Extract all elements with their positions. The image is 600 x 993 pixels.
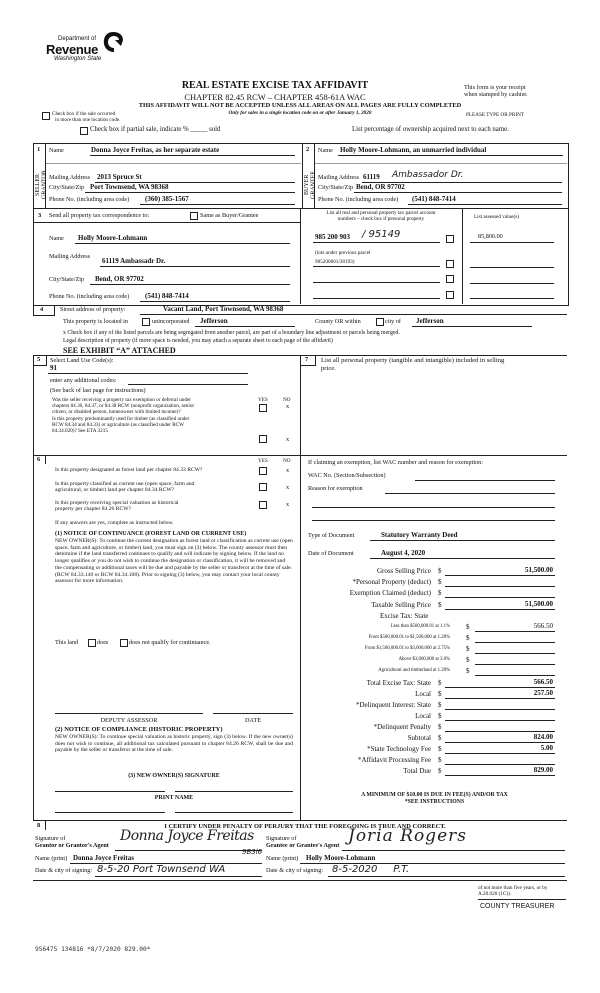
wac-label: WAC No. (Section/Subsection) bbox=[308, 472, 386, 479]
buyer-city[interactable]: Bend, OR 97702 bbox=[356, 183, 405, 191]
reason-field[interactable] bbox=[385, 493, 555, 494]
currency-symbol: $ bbox=[438, 745, 442, 753]
seller-side-label bbox=[35, 165, 48, 205]
grantor-sig-label-2: Grantor or Grantor's Agent bbox=[35, 842, 109, 849]
parcel-2-number[interactable]: 985200601/38193) bbox=[315, 259, 355, 265]
total-state-label: Total Excise Tax: State bbox=[366, 679, 431, 687]
personal-property-deduct-label: *Personal Property (deduct) bbox=[352, 578, 431, 586]
county-treasurer-label: COUNTY TREASURER bbox=[480, 903, 555, 910]
section-1-number: 1 bbox=[37, 146, 41, 153]
currency-symbol: $ bbox=[466, 667, 470, 675]
q-historic-yes-checkbox[interactable] bbox=[259, 501, 267, 509]
section-4-num-box bbox=[33, 305, 55, 316]
please-type-note: PLEASE TYPE OR PRINT bbox=[466, 112, 524, 118]
currency-symbol: $ bbox=[466, 656, 470, 664]
q-timber-no-mark[interactable]: x bbox=[286, 436, 290, 443]
agency-line1: Department of bbox=[58, 36, 97, 42]
multi-location-label-2: in more than one location code. bbox=[55, 117, 121, 123]
bracket-5-label: Agricultural and timberland at 1.28% bbox=[378, 668, 450, 673]
q-forest: Is this property designated as forest land per chapter 84.33 RCW? bbox=[55, 467, 203, 473]
bracket-2-label: From $500,000.01 to $1,500,000 at 1.28% bbox=[368, 635, 450, 640]
q-exemption-yes-checkbox[interactable] bbox=[259, 404, 267, 412]
section-4-number: 4 bbox=[40, 306, 44, 313]
unincorporated-label: unincorporated bbox=[152, 318, 190, 325]
notice-continuance-title: (1) NOTICE OF CONTINUANCE (FOREST LAND OR CURRENT USE) bbox=[55, 531, 247, 537]
certify-statement: I CERTIFY UNDER PENALTY OF PERJURY THAT THE FOREGOING IS TRUE AND CORRECT. bbox=[164, 823, 446, 830]
seller-phone[interactable]: (360) 385-1567 bbox=[145, 195, 189, 203]
grantee-name-label: Name (print) bbox=[266, 855, 299, 862]
grantor-name[interactable]: Donna Joyce Freitas bbox=[73, 854, 134, 862]
section-5-number: 5 bbox=[37, 356, 41, 363]
land-use-no-header: NO bbox=[283, 397, 291, 403]
parcel-1-number[interactable]: 985 200 903 bbox=[315, 233, 350, 241]
q-current-use-2: agricultural, or timber) land per chapter 84.34 RCW? bbox=[55, 487, 175, 493]
city-of-label: city of bbox=[385, 318, 401, 325]
correspondence-label: Send all property tax correspondence to: bbox=[49, 212, 150, 219]
currency-symbol: $ bbox=[438, 767, 442, 775]
grantee-sig-label-1: Signature of bbox=[266, 835, 297, 842]
perjury-fragment-1: of not more than five years, or by bbox=[478, 885, 548, 891]
subtotal-value[interactable]: 824.00 bbox=[533, 733, 553, 741]
parcels-header-2: numbers – check box if personal property bbox=[337, 216, 425, 222]
q-exemption-no-mark[interactable]: x bbox=[286, 403, 290, 410]
cashier-stamp: 956475 134816 *8/7/2020 829.00* bbox=[35, 946, 151, 953]
grantee-sig-label-2: Grantee or Grantee's Agent bbox=[266, 842, 340, 849]
multi-location-checkbox[interactable] bbox=[42, 112, 50, 120]
partial-sale-label: Check box if partial sale, indicate % _____ sold bbox=[90, 126, 221, 133]
parcel-1-value[interactable]: 85,800.00 bbox=[478, 233, 503, 240]
doc-date[interactable]: August 4, 2020 bbox=[381, 549, 426, 557]
s6-yes-header: YES bbox=[258, 458, 268, 464]
receipt-note-1: This form is your receipt bbox=[464, 84, 526, 91]
see-back-note: (See back of last page for instructions) bbox=[50, 387, 146, 394]
receipt-note-2: when stamped by cashier. bbox=[464, 91, 528, 98]
see-instructions-note: *SEE INSTRUCTIONS bbox=[404, 799, 465, 805]
grantee-name[interactable]: Holly Moore-Lohmann bbox=[306, 854, 376, 862]
currency-symbol: $ bbox=[438, 701, 442, 709]
grantor-signature[interactable]: Donna Joyce Freitas bbox=[120, 828, 254, 844]
currency-symbol: $ bbox=[438, 734, 442, 742]
personal-property-label-1: List all personal property (tangible and intangible) included in selling bbox=[321, 357, 505, 364]
assessor-date-label: DATE bbox=[244, 717, 262, 724]
q-current-use-yes-checkbox[interactable] bbox=[259, 483, 267, 491]
seller-city-label: City/State/Zip bbox=[49, 184, 85, 191]
grantor-sig-label-1: Signature of bbox=[35, 835, 66, 842]
q-exemption-2: chapters 84.36, 84.37, or 84.38 RCW (nonprofit organization, senior bbox=[52, 403, 195, 409]
seller-phone-label: Phone No. (including area code) bbox=[49, 196, 130, 203]
q-timber-1: Is this property predominantly used for timber (as classified under bbox=[52, 416, 190, 422]
only-for-note: Only for sales in a single location code on or after January 1, 2020 bbox=[228, 110, 372, 116]
bracket-4-label: Above $3,000,000 at 3.0% bbox=[398, 657, 450, 662]
corr-address-label: Mailing Address bbox=[49, 253, 91, 260]
subtotal-label: Subtotal bbox=[407, 734, 431, 742]
q-timber-2: RCW 84.34 and 84.33) or agriculture (as classified under RCW bbox=[52, 422, 185, 428]
bracket-3-label: From $1,500,000.01 to $3,000,000 at 2.75% bbox=[364, 646, 450, 651]
grantor-name-label: Name (print) bbox=[35, 855, 68, 862]
dor-logo bbox=[44, 30, 134, 70]
currency-symbol: $ bbox=[438, 712, 442, 720]
form-chapters: CHAPTER 82.45 RCW – CHAPTER 458-61A WAC bbox=[184, 92, 366, 102]
form-warning: THIS AFFIDAVIT WILL NOT BE ACCEPTED UNLESS ALL AREAS ON ALL PAGES ARE FULLY COMPLETED bbox=[138, 102, 462, 109]
seller-label: SELLER bbox=[35, 174, 41, 196]
buyer-name-label: Name bbox=[318, 147, 333, 154]
seller-name[interactable]: Donna Joyce Freitas, as her separate estate bbox=[91, 146, 220, 154]
deputy-assessor-label: DEPUTY ASSESSOR bbox=[100, 717, 158, 724]
exemption-label: If claiming an exemption, list WAC number and reason for exemption: bbox=[308, 459, 483, 466]
seller-address[interactable]: 2013 Spruce St bbox=[97, 173, 142, 181]
agency-line3: Washington State bbox=[54, 56, 102, 62]
total-due-value[interactable]: 829.00 bbox=[533, 766, 553, 774]
q-timber-3: 84.34.020)? See ETA 3215 bbox=[52, 428, 108, 434]
minimum-note: A MINIMUM OF $10.00 IS DUE IN FEE(S) AND/OR TAX bbox=[361, 792, 508, 798]
grantee-label: GRANTEE bbox=[310, 171, 317, 199]
partial-sale-checkbox[interactable] bbox=[80, 127, 88, 135]
s6-no-header: NO bbox=[283, 458, 291, 464]
within-city-checkbox[interactable] bbox=[376, 318, 384, 326]
buyer-label: BUYER bbox=[304, 174, 310, 196]
grantor-date-label: Date & city of signing: bbox=[35, 867, 93, 874]
total-due-label: Total Due bbox=[403, 767, 431, 775]
currency-symbol: $ bbox=[438, 723, 442, 731]
taxable-price-value[interactable]: 51,500.00 bbox=[525, 600, 553, 608]
agency-line2: Revenue bbox=[46, 42, 99, 57]
land-use-yes-header: YES bbox=[258, 397, 268, 403]
corr-city-label: City/State/Zip bbox=[49, 276, 85, 283]
section-2-number: 2 bbox=[306, 146, 310, 153]
buyer-phone[interactable]: (541) 848-7414 bbox=[412, 195, 456, 203]
corr-name[interactable]: Holly Moore-Lohmann bbox=[78, 234, 148, 242]
legal-description[interactable]: SEE EXHIBIT “A” ATTACHED bbox=[63, 346, 176, 355]
this-land-label: This land bbox=[55, 639, 79, 646]
delinquent-penalty-label: *Delinquent Penalty bbox=[373, 723, 431, 731]
does-qualify-checkbox[interactable] bbox=[88, 639, 96, 647]
property-city[interactable]: Jefferson bbox=[416, 317, 444, 325]
total-local-value[interactable]: 257.50 bbox=[533, 689, 553, 697]
q-historic-1: Is this property receiving special valuation as historical bbox=[55, 500, 179, 506]
doc-type-label: Type of Document bbox=[308, 532, 355, 539]
buyer-name[interactable]: Holly Moore-Lohmann, an unmarried individual bbox=[340, 146, 487, 154]
street-label: Street address of property: bbox=[60, 306, 126, 313]
bracket-1-value[interactable]: 566.50 bbox=[533, 622, 553, 630]
parcel-4-personal-checkbox[interactable] bbox=[446, 291, 454, 299]
gross-price-label: Gross Selling Price bbox=[376, 567, 431, 575]
same-as-buyer-label: Same as Buyer/Grantee bbox=[200, 212, 259, 219]
property-street[interactable]: Vacant Land, Port Townsend, WA 98368 bbox=[163, 305, 284, 313]
total-state-value[interactable]: 566.50 bbox=[533, 678, 553, 686]
multi-location-label-1: Check box if the sale occurred bbox=[52, 111, 116, 117]
county-or-label: County OR within bbox=[315, 318, 361, 325]
grantor-sig-note: 9B3l6 bbox=[242, 848, 263, 856]
grantor-date[interactable]: 8-5-20 Port Townsend WA bbox=[97, 864, 226, 875]
q-forest-yes-checkbox[interactable] bbox=[259, 467, 267, 475]
currency-symbol: $ bbox=[438, 756, 442, 764]
form-title: REAL ESTATE EXCISE TAX AFFIDAVIT bbox=[181, 80, 369, 91]
parcel-1-personal-checkbox[interactable] bbox=[446, 235, 454, 243]
currency-symbol: $ bbox=[438, 589, 442, 597]
section-7-number: 7 bbox=[305, 356, 309, 363]
seller-city[interactable]: Port Townsend, WA 98368 bbox=[90, 183, 169, 191]
currency-symbol: $ bbox=[438, 601, 442, 609]
corr-address[interactable]: 61119 Ambassadr Dr. bbox=[102, 257, 166, 265]
exemption-claimed-label: Exemption Claimed (deduct) bbox=[349, 589, 431, 597]
excise-tax-state-label: Excise Tax: State bbox=[380, 612, 429, 620]
dor-swirl-icon bbox=[102, 30, 124, 54]
seller-name-label: Name bbox=[49, 147, 64, 154]
new-owner-signature-label: (3) NEW OWNER(S) SIGNATURE bbox=[128, 773, 220, 779]
unincorporated-checkbox[interactable] bbox=[142, 318, 150, 326]
land-use-code[interactable]: 91 bbox=[50, 364, 57, 372]
grantee-date-label: Date & city of signing: bbox=[266, 867, 324, 874]
tech-fee-value[interactable]: 5.00 bbox=[540, 744, 553, 752]
corr-phone-label: Phone No. (including area code) bbox=[49, 293, 130, 300]
ownership-note: List percentage of ownership acquired next to each name. bbox=[352, 126, 509, 133]
if-yes-note: If any answers are yes, complete as instructed below. bbox=[55, 520, 174, 526]
delinquent-interest-local-label: Local bbox=[415, 712, 431, 720]
buyer-address-label: Mailing Address bbox=[318, 174, 360, 181]
additional-codes-label: enter any additional codes: bbox=[50, 377, 117, 384]
gross-price-value[interactable]: 51,500.00 bbox=[525, 566, 553, 574]
total-local-label: Local bbox=[415, 690, 431, 698]
q-timber-yes-checkbox[interactable] bbox=[259, 435, 267, 443]
corr-name-label: Name bbox=[49, 235, 64, 242]
reason-label: Reason for exemption bbox=[308, 485, 363, 492]
property-county[interactable]: Jefferson bbox=[200, 317, 228, 325]
q-current-use-1: Is this property classified as current use (open space, farm and bbox=[55, 481, 195, 487]
does-not-label: does not qualify for continuance. bbox=[129, 639, 211, 646]
q-exemption-3: citizen, or disabled person, homeowner with limited income)? bbox=[52, 409, 181, 415]
perjury-fragment-2: A.20.020 (1C)). bbox=[478, 891, 512, 897]
buyer-address-number[interactable]: 61119 bbox=[363, 173, 380, 181]
q-exemption-1: Was the seller receiving a property tax exemption or deferral under bbox=[52, 397, 192, 403]
notice-compliance-body: NEW OWNER(S): To continue special valuation as historic property, sign (3) below. If the new owner(s) does not wish to continue, all additional tax calculated pursuant to chapter 84.26 RCW, shall be due and payable by the seller or transferor at the time of sale. bbox=[55, 734, 293, 754]
does-not-qualify-checkbox[interactable] bbox=[120, 639, 128, 647]
notice-compliance-title: (2) NOTICE OF COMPLIANCE (HISTORIC PROPERTY) bbox=[55, 726, 223, 733]
same-as-buyer-checkbox[interactable] bbox=[190, 212, 198, 220]
buyer-side-label bbox=[304, 165, 317, 205]
q-historic-2: property per chapter 84.26 RCW? bbox=[55, 506, 131, 512]
buyer-phone-label: Phone No. (including area code) bbox=[318, 196, 399, 203]
currency-symbol: $ bbox=[466, 634, 470, 642]
parcel-2-prefix: (lots under previous parcel bbox=[315, 250, 371, 256]
land-use-label: Select Land Use Code(s): bbox=[50, 357, 114, 364]
bracket-1-label: Less than $500,000.01 at 1.1% bbox=[390, 624, 450, 629]
section-6-number: 6 bbox=[37, 456, 41, 463]
doc-type[interactable]: Statutory Warranty Deed bbox=[381, 531, 458, 539]
parcel-3-personal-checkbox[interactable] bbox=[446, 275, 454, 283]
currency-symbol: $ bbox=[438, 679, 442, 687]
currency-symbol: $ bbox=[438, 567, 442, 575]
q-forest-no-mark[interactable]: x bbox=[286, 467, 290, 474]
tech-fee-label: *State Technology Fee bbox=[367, 745, 431, 753]
q-current-use-no-mark[interactable]: x bbox=[286, 484, 290, 491]
currency-symbol: $ bbox=[466, 623, 470, 631]
assessed-header: List assessed value(s) bbox=[474, 214, 519, 220]
parcels-header-1: List all real and personal property tax parcel account bbox=[326, 210, 436, 216]
segregated-note: x Check box if any of the listed parcels are being segregated from another parcel, are part of a boundary line adjustment or parcels being merged. bbox=[63, 330, 400, 336]
exemption-claimed-field[interactable] bbox=[445, 597, 555, 598]
section-8-number: 8 bbox=[37, 822, 41, 829]
seller-address-label: Mailing Address bbox=[49, 174, 91, 181]
parcel-1-handwritten[interactable]: / 95149 bbox=[362, 229, 401, 240]
personal-property-deduct-field[interactable] bbox=[445, 586, 555, 587]
grantee-signature[interactable]: Joria Rogers bbox=[348, 826, 467, 846]
q-historic-no-mark[interactable]: x bbox=[286, 501, 290, 508]
corr-phone[interactable]: (541) 848-7414 bbox=[145, 292, 189, 300]
does-label: does bbox=[97, 639, 109, 646]
parcel-2-personal-checkbox[interactable] bbox=[446, 260, 454, 268]
notice-continuance-body: NEW OWNER(S): To continue the current designation as forest land or classification as current use (open space, farm and agriculture, or timber) land, you must sign on (3) below. The county assessor must then determine if the land transferred continues to qualify and will indicate by signing below. If the land no longer qualifies or you do not wish to continue the designation or classification, it will be removed and the compensating or additional taxes will be due and payable by the seller or transferor at the time of sale. (RCW 84.33.140 or RCW 84.34.108). Prior to signing (3) below, you may contact your local county assessor for more information. bbox=[55, 538, 293, 585]
taxable-price-label: Taxable Selling Price bbox=[371, 601, 431, 609]
section-3-number: 3 bbox=[38, 212, 42, 219]
grantor-label: GRANTOR bbox=[41, 170, 48, 200]
buyer-address-handwritten[interactable]: Ambassador Dr. bbox=[392, 170, 464, 180]
currency-symbol: $ bbox=[438, 690, 442, 698]
wac-field[interactable] bbox=[415, 480, 555, 481]
print-name-label: PRINT NAME bbox=[154, 795, 194, 801]
doc-date-label: Date of Document bbox=[308, 550, 354, 557]
corr-city[interactable]: Bend, OR 97702 bbox=[95, 275, 144, 283]
grantee-date[interactable]: 8-5-2020 P.T. bbox=[332, 864, 410, 875]
buyer-city-label: City/State/Zip bbox=[318, 184, 354, 191]
affidavit-fee-label: *Affidavit Processing Fee bbox=[358, 756, 431, 764]
currency-symbol: $ bbox=[466, 645, 470, 653]
delinquent-interest-state-label: *Delinquent Interest: State bbox=[355, 701, 431, 709]
located-label: This property is located in bbox=[63, 318, 128, 325]
personal-property-label-2: price. bbox=[321, 365, 336, 372]
legal-description-label: Legal description of property (if more space is needed, you may attach a separate sheet to each page of the affidavit) bbox=[63, 338, 333, 344]
currency-symbol: $ bbox=[438, 578, 442, 586]
